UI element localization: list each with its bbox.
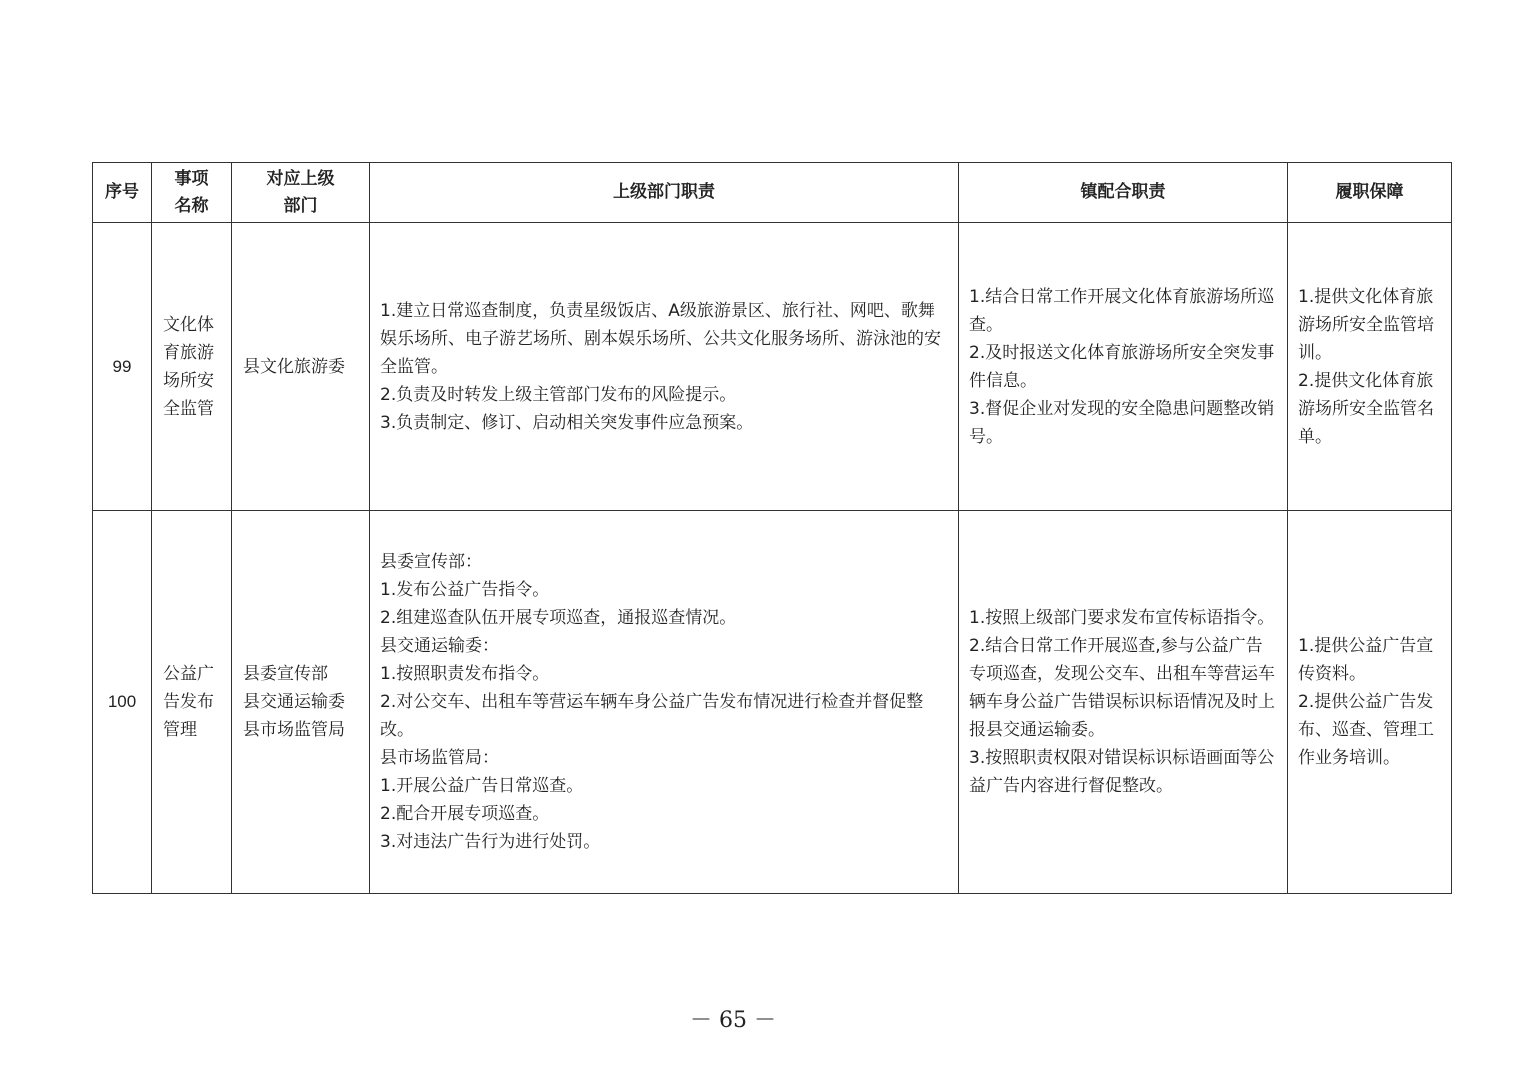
header-superior-dept: 对应上级 部门 — [232, 163, 370, 223]
superior-dept: 县文化旅游委 — [232, 223, 370, 511]
header-town-duties: 镇配合职责 — [959, 163, 1288, 223]
table-header-row — [93, 163, 1452, 223]
header-guarantee: 履职保障 — [1288, 163, 1452, 223]
row-number: 100 — [93, 511, 152, 894]
table-row — [93, 511, 1452, 894]
item-name: 文化体育旅游场所安全监管 — [152, 223, 232, 511]
guarantee: 1.提供文化体育旅游场所安全监管培训。 2.提供文化体育旅游场所安全监管名单。 — [1288, 223, 1452, 511]
item-name: 公益广告发布管理 — [152, 511, 232, 894]
responsibility-table — [92, 162, 1452, 894]
header-superior-duties: 上级部门职责 — [370, 163, 959, 223]
row-number: 99 — [93, 223, 152, 511]
superior-duties: 县委宣传部： 1.发布公益广告指令。 2.组建巡查队伍开展专项巡查，通报巡查情况。 县交通运输委： 1.按照职责发布指令。 2.对公交车、出租车等营运车辆车身公益广告发布情况进行检查并督促整改。 县市场监管局： 1.开展公益广告日常巡查。 2.配合开展专项巡查。 3.对违法广告行为进行处罚。 — [370, 511, 959, 894]
table-row — [93, 223, 1452, 511]
superior-duties: 1.建立日常巡查制度，负责星级饭店、A级旅游景区、旅行社、网吧、歌舞娱乐场所、电子游艺场所、剧本娱乐场所、公共文化服务场所、游泳池的安全监管。 2.负责及时转发上级主管部门发布的风险提示。 3.负责制定、修订、启动相关突发事件应急预案。 — [370, 223, 959, 511]
header-number: 序号 — [93, 163, 152, 223]
town-duties: 1.按照上级部门要求发布宣传标语指令。 2.结合日常工作开展巡查,参与公益广告专项巡查，发现公交车、出租车等营运车辆车身公益广告错误标识标语情况及时上报县交通运输委。 3.按照职责权限对错误标识标语画面等公益广告内容进行督促整改。 — [959, 511, 1288, 894]
town-duties: 1.结合日常工作开展文化体育旅游场所巡查。 2.及时报送文化体育旅游场所安全突发事件信息。 3.督促企业对发现的安全隐患问题整改销号。 — [959, 223, 1288, 511]
header-item-name: 事项 名称 — [152, 163, 232, 223]
page-number: － 65 － — [690, 1008, 776, 1033]
superior-dept: 县委宣传部 县交通运输委 县市场监管局 — [232, 511, 370, 894]
guarantee: 1.提供公益广告宣传资料。 2.提供公益广告发布、巡查、管理工作业务培训。 — [1288, 511, 1452, 894]
